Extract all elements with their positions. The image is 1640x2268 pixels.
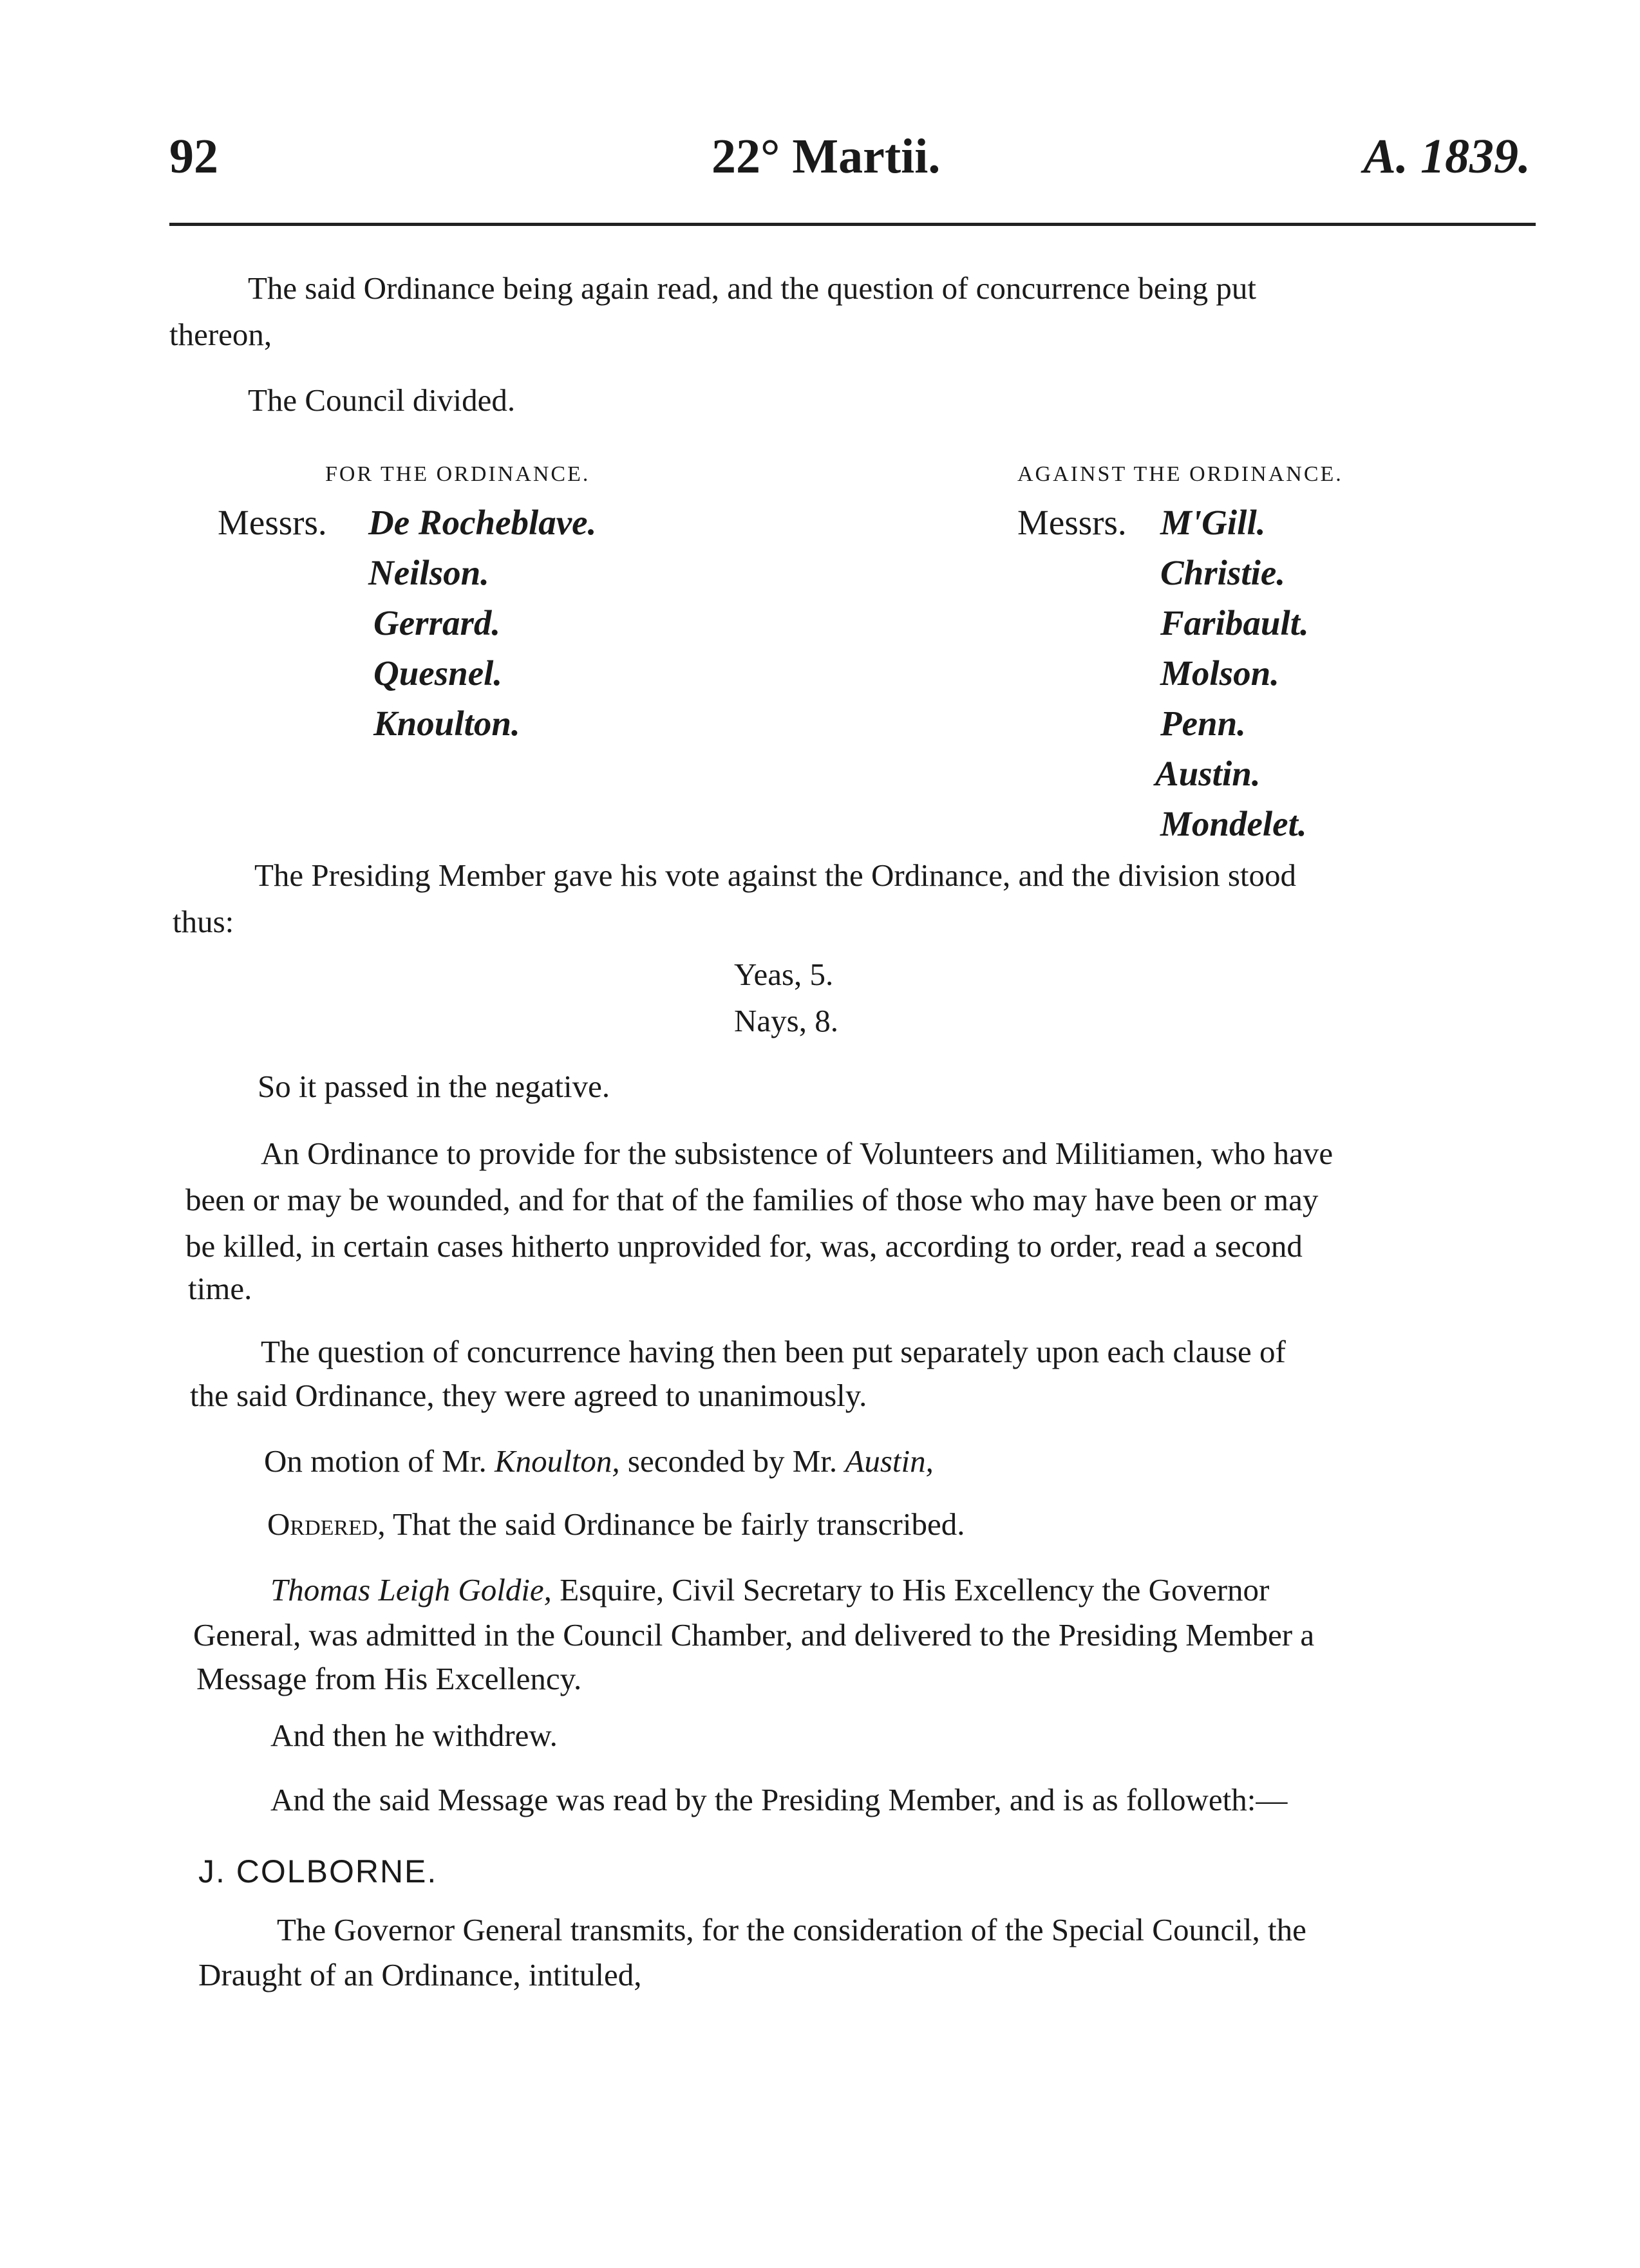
ordinance-line-4: time. bbox=[188, 1271, 252, 1306]
page-date: 22° Martii. bbox=[712, 129, 941, 183]
page-year: A. 1839. bbox=[1363, 129, 1531, 183]
negative-line: So it passed in the negative. bbox=[258, 1069, 610, 1104]
against-name: Austin. bbox=[1155, 754, 1261, 793]
motion-mover: Knoulton, bbox=[494, 1443, 620, 1479]
goldie-line-2: General, was admitted in the Council Chamber, and delivered to the Presiding Member a bbox=[193, 1617, 1315, 1653]
for-name: Quesnel. bbox=[373, 653, 503, 693]
against-name: M'Gill. bbox=[1160, 503, 1266, 542]
against-name: Penn. bbox=[1160, 704, 1246, 743]
para-1-line-2: thereon, bbox=[169, 317, 272, 352]
motion-line bbox=[264, 1438, 934, 1485]
ordinance-line-3: be killed, in certain cases hitherto unprovided for, was, according to order, read a second bbox=[185, 1228, 1303, 1264]
header-rule bbox=[169, 223, 1536, 226]
motion-prefix: On motion of Mr. bbox=[264, 1443, 487, 1479]
tally-yeas: Yeas, 5. bbox=[734, 957, 834, 992]
council-divided: The Council divided. bbox=[248, 382, 516, 418]
against-name: Mondelet. bbox=[1160, 804, 1307, 843]
message-read-line: And the said Message was read by the Presiding Member, and is as followeth:— bbox=[270, 1782, 1288, 1817]
question-line-2: the said Ordinance, they were agreed to unanimously. bbox=[190, 1378, 867, 1413]
motion-seconder: Austin, bbox=[845, 1443, 934, 1479]
para-1-line-1: The said Ordinance being again read, and the question of concurrence being put bbox=[248, 270, 1257, 306]
signature: J. COLBORNE. bbox=[198, 1853, 438, 1889]
final-line-2: Draught of an Ordinance, intituled, bbox=[198, 1957, 642, 1992]
question-line-1: The question of concurrence having then been put separately upon each clause of bbox=[261, 1334, 1286, 1369]
presiding-line-2: thus: bbox=[173, 904, 234, 939]
ordinance-line-2: been or may be wounded, and for that of the families of those who may have been or may bbox=[185, 1182, 1319, 1217]
goldie-line-1 bbox=[270, 1567, 1269, 1613]
goldie-line-1-rest: Esquire, Civil Secretary to His Excellency the Governor bbox=[560, 1572, 1270, 1607]
for-name: Knoulton. bbox=[373, 704, 520, 743]
ordered-line bbox=[267, 1501, 965, 1548]
for-caption: FOR THE ORDINANCE. bbox=[325, 462, 590, 486]
final-line-1: The Governor General transmits, for the consideration of the Special Council, the bbox=[277, 1912, 1306, 1947]
against-messrs: Messrs. bbox=[1017, 503, 1127, 542]
against-name: Molson. bbox=[1160, 653, 1279, 693]
for-name: De Rocheblave. bbox=[368, 503, 597, 542]
withdrew-line: And then he withdrew. bbox=[270, 1718, 558, 1753]
ordered-text: That the said Ordinance be fairly transcribed. bbox=[393, 1506, 965, 1542]
goldie-name: Thomas Leigh Goldie, bbox=[270, 1572, 552, 1607]
tally-nays: Nays, 8. bbox=[734, 1003, 838, 1038]
ordered-label: Ordered, bbox=[267, 1506, 386, 1542]
against-caption: AGAINST THE ORDINANCE. bbox=[1017, 462, 1343, 486]
for-messrs: Messrs. bbox=[218, 503, 327, 542]
motion-mid: seconded by Mr. bbox=[627, 1443, 838, 1479]
ordinance-line-1: An Ordinance to provide for the subsistence of Volunteers and Militiamen, who have bbox=[261, 1136, 1334, 1171]
presiding-line-1: The Presiding Member gave his vote against the Ordinance, and the division stood bbox=[254, 858, 1297, 893]
for-name: Gerrard. bbox=[373, 603, 501, 642]
goldie-line-3: Message from His Excellency. bbox=[196, 1661, 582, 1696]
against-name: Faribault. bbox=[1160, 603, 1309, 642]
for-name: Neilson. bbox=[368, 553, 489, 592]
against-name: Christie. bbox=[1160, 553, 1286, 592]
page-number: 92 bbox=[169, 129, 218, 183]
